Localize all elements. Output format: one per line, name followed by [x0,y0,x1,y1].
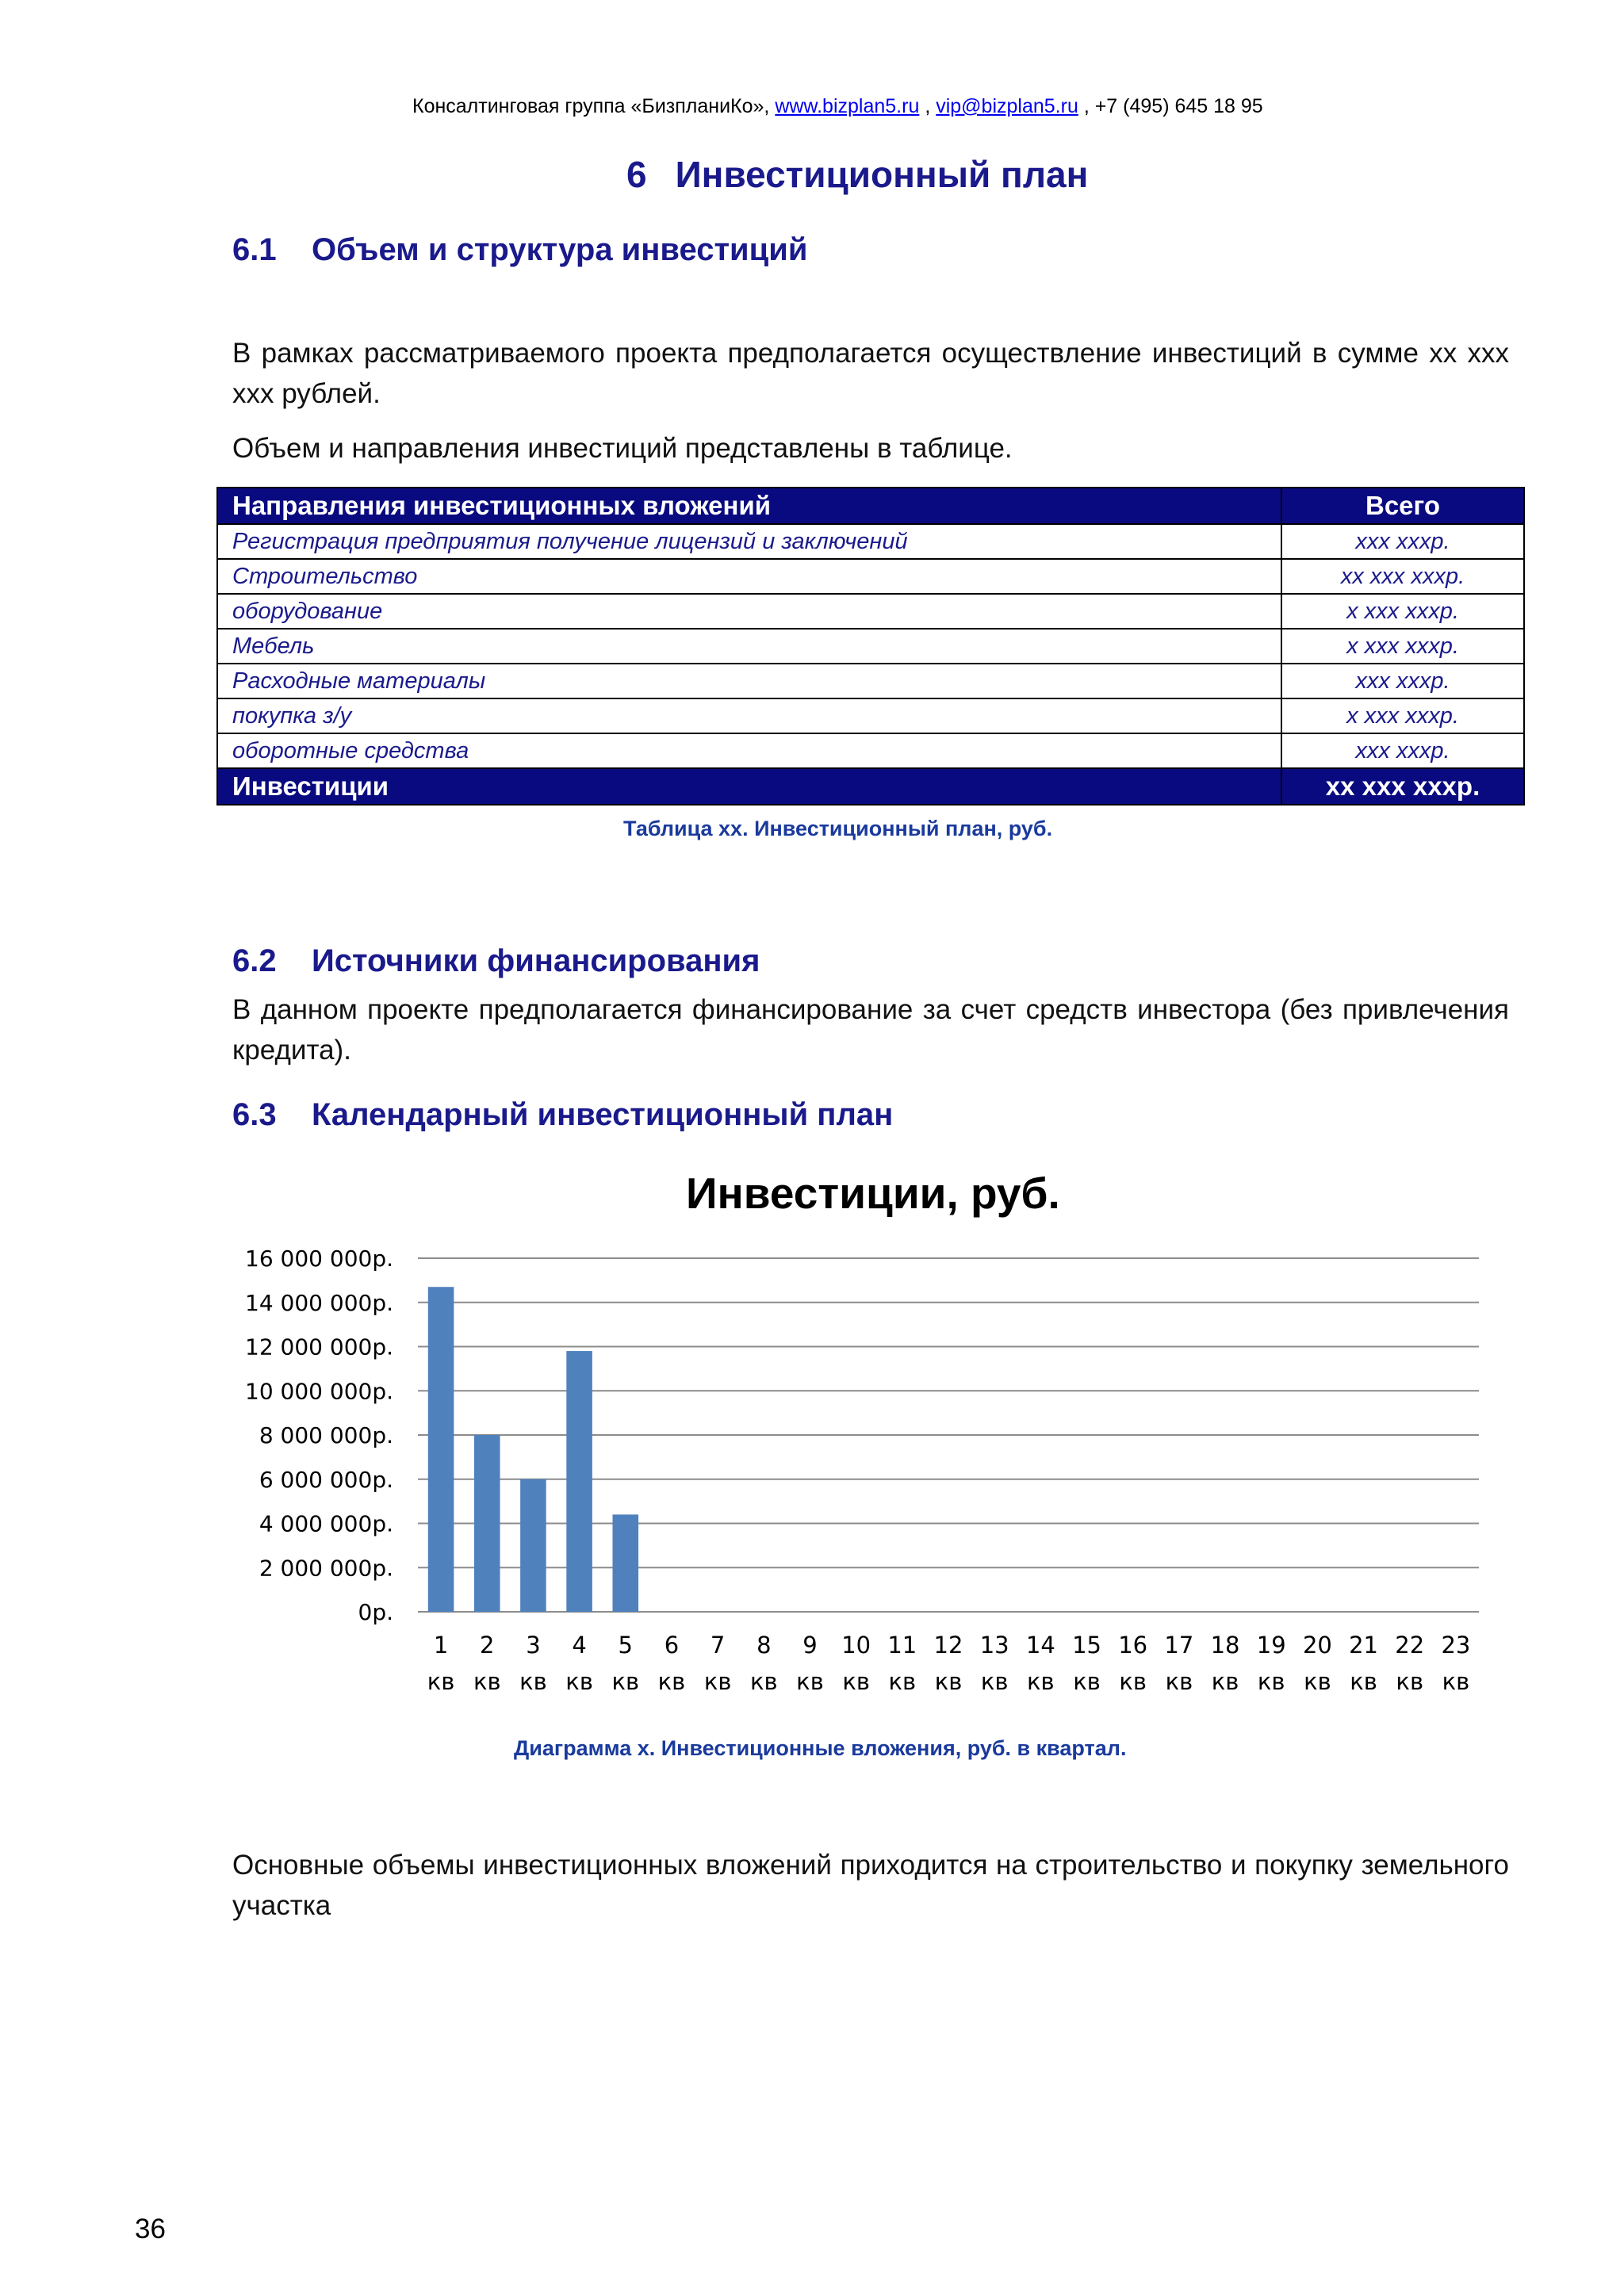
row-label: покупка з/у [217,698,1281,733]
x-tick-label: 11 [887,1632,917,1659]
x-tick-label: 2 [480,1632,495,1659]
investment-table [216,487,1525,806]
x-tick-label-unit: кв [1119,1668,1147,1695]
x-tick-label: 17 [1164,1632,1194,1659]
header-email-link[interactable]: vip@bizplan5.ru [936,95,1078,117]
table-row [217,524,1524,559]
section-6-1-title: Объем и структура инвестиций [312,232,808,267]
x-tick-label: 23 [1441,1632,1471,1659]
y-tick-label: 4 000 000р. [259,1510,393,1537]
x-tick-label: 3 [526,1632,541,1659]
x-tick-label-unit: кв [1304,1668,1331,1695]
bar-3 [520,1479,546,1612]
x-tick-label: 20 [1302,1632,1332,1659]
x-tick-label-unit: кв [980,1668,1009,1695]
table-row [217,629,1524,664]
x-tick-label: 13 [979,1632,1009,1659]
chart-bars [428,1287,638,1612]
x-tick-label: 22 [1395,1632,1425,1659]
section-6-2-heading [232,943,760,979]
section-6-3-number: 6.3 [232,1097,277,1132]
x-tick-label-unit: кв [1257,1668,1285,1695]
table-total-row [217,768,1524,805]
x-tick-label-unit: кв [934,1668,963,1695]
table-row [217,698,1524,733]
bar-4 [566,1351,592,1612]
y-tick-label: 12 000 000р. [245,1334,393,1360]
section-6-2-title: Источники финансирования [312,943,760,978]
x-tick-label: 18 [1210,1632,1240,1659]
bar-1 [428,1287,454,1612]
chart-title: Инвестиции, руб. [686,1169,1060,1218]
x-tick-label-unit: кв [1350,1668,1377,1695]
table-caption: Таблица хх. Инвестиционный план, руб. [623,817,1053,840]
table-header-label: Направления инвестиционных вложений [217,488,1281,524]
page-number: 36 [135,2214,166,2244]
chart-y-axis [245,1246,393,1625]
section-6-3-title: Календарный инвестиционный план [312,1097,894,1132]
closing-paragraph: Основные объемы инвестиционных вложений приходится на строительство и покупку земельного участка [232,1850,1509,1921]
x-tick-label: 6 [664,1632,680,1659]
x-tick-label: 5 [618,1632,634,1659]
header-separator: , [925,95,931,117]
row-label: Регистрация предприятия получение лицензий и заключений [217,524,1281,559]
chart-caption: Диаграмма х. Инвестиционные вложения, руб. в квартал. [514,1736,1127,1760]
table-intro-paragraph: Объем и направления инвестиций представлены в таблице. [232,433,1013,464]
x-tick-label: 10 [841,1632,871,1659]
x-tick-label-unit: кв [1211,1668,1239,1695]
x-tick-label-unit: кв [565,1668,593,1695]
section-6-number: 6 [626,154,647,195]
table-header-value: Всего [1281,488,1524,524]
section-6-2-number: 6.2 [232,943,277,978]
section-6-heading [626,153,1088,196]
investment-chart [0,1237,1624,1712]
x-tick-label: 4 [572,1632,587,1659]
x-tick-label-unit: кв [1442,1668,1470,1695]
x-tick-label: 8 [756,1632,772,1659]
row-value: х ххх хххр. [1281,594,1524,629]
x-tick-label-unit: кв [473,1668,501,1695]
x-tick-label-unit: кв [1165,1668,1193,1695]
total-value: хх ххх хххр. [1281,768,1524,805]
x-tick-label-unit: кв [1396,1668,1424,1695]
x-tick-label-unit: кв [657,1668,686,1695]
x-tick-label-unit: кв [519,1668,547,1695]
x-tick-label-unit: кв [1027,1668,1055,1695]
x-tick-label: 19 [1256,1632,1286,1659]
x-tick-label: 16 [1118,1632,1148,1659]
table-row [217,733,1524,768]
row-value: ххх хххр. [1281,524,1524,559]
section-6-1-number: 6.1 [232,232,277,267]
x-tick-label-unit: кв [796,1668,824,1695]
financing-paragraph: В данном проекте предполагается финансирование за счет средств инвестора (без привлечения кредита). [232,994,1509,1066]
section-6-3-heading [232,1097,893,1133]
section-6-title: Инвестиционный план [675,154,1089,195]
chart-x-axis [427,1632,1471,1695]
x-tick-label-unit: кв [749,1668,778,1695]
row-label: Мебель [217,629,1281,664]
table-header-row [217,488,1524,524]
row-label: Строительство [217,559,1281,594]
table-row [217,664,1524,698]
bar-2 [474,1435,500,1612]
y-tick-label: 6 000 000р. [259,1466,393,1493]
total-label: Инвестиции [217,768,1281,805]
x-tick-label-unit: кв [427,1668,455,1695]
x-tick-label-unit: кв [888,1668,917,1695]
investment-sum-paragraph: В рамках рассматриваемого проекта предполагается осуществление инвестиций в сумме хх ххх ххх рублей. [232,338,1509,409]
table-row [217,559,1524,594]
row-value: ххх хххр. [1281,733,1524,768]
row-label: оборудование [217,594,1281,629]
row-label: Расходные материалы [217,664,1281,698]
section-6-1-heading [232,232,807,268]
row-value: хх ххх хххр. [1281,559,1524,594]
x-tick-label: 15 [1072,1632,1101,1659]
bar-5 [612,1514,638,1612]
x-tick-label: 9 [802,1632,818,1659]
x-tick-label-unit: кв [611,1668,640,1695]
header-phone: , +7 (495) 645 18 95 [1083,95,1263,117]
x-tick-label: 12 [933,1632,963,1659]
y-tick-label: 2 000 000р. [259,1555,393,1582]
x-tick-label-unit: кв [842,1668,870,1695]
x-tick-label: 7 [710,1632,726,1659]
row-value: х ххх хххр. [1281,698,1524,733]
x-tick-label: 21 [1349,1632,1379,1659]
x-tick-label: 14 [1025,1632,1055,1659]
row-label: оборотные средства [217,733,1281,768]
x-tick-label-unit: кв [1073,1668,1101,1695]
y-tick-label: 16 000 000р. [245,1246,393,1272]
x-tick-label: 1 [433,1632,449,1659]
y-tick-label: 14 000 000р. [245,1289,393,1316]
header-site-link[interactable]: www.bizplan5.ru [775,95,920,117]
y-tick-label: 0р. [358,1599,393,1625]
header-company: Консалтинговая группа «БизпланиКо», [412,95,770,117]
row-value: х ххх хххр. [1281,629,1524,664]
y-tick-label: 10 000 000р. [245,1378,393,1405]
x-tick-label-unit: кв [703,1668,732,1695]
table-row [217,594,1524,629]
y-tick-label: 8 000 000р. [259,1422,393,1448]
row-value: ххх хххр. [1281,664,1524,698]
